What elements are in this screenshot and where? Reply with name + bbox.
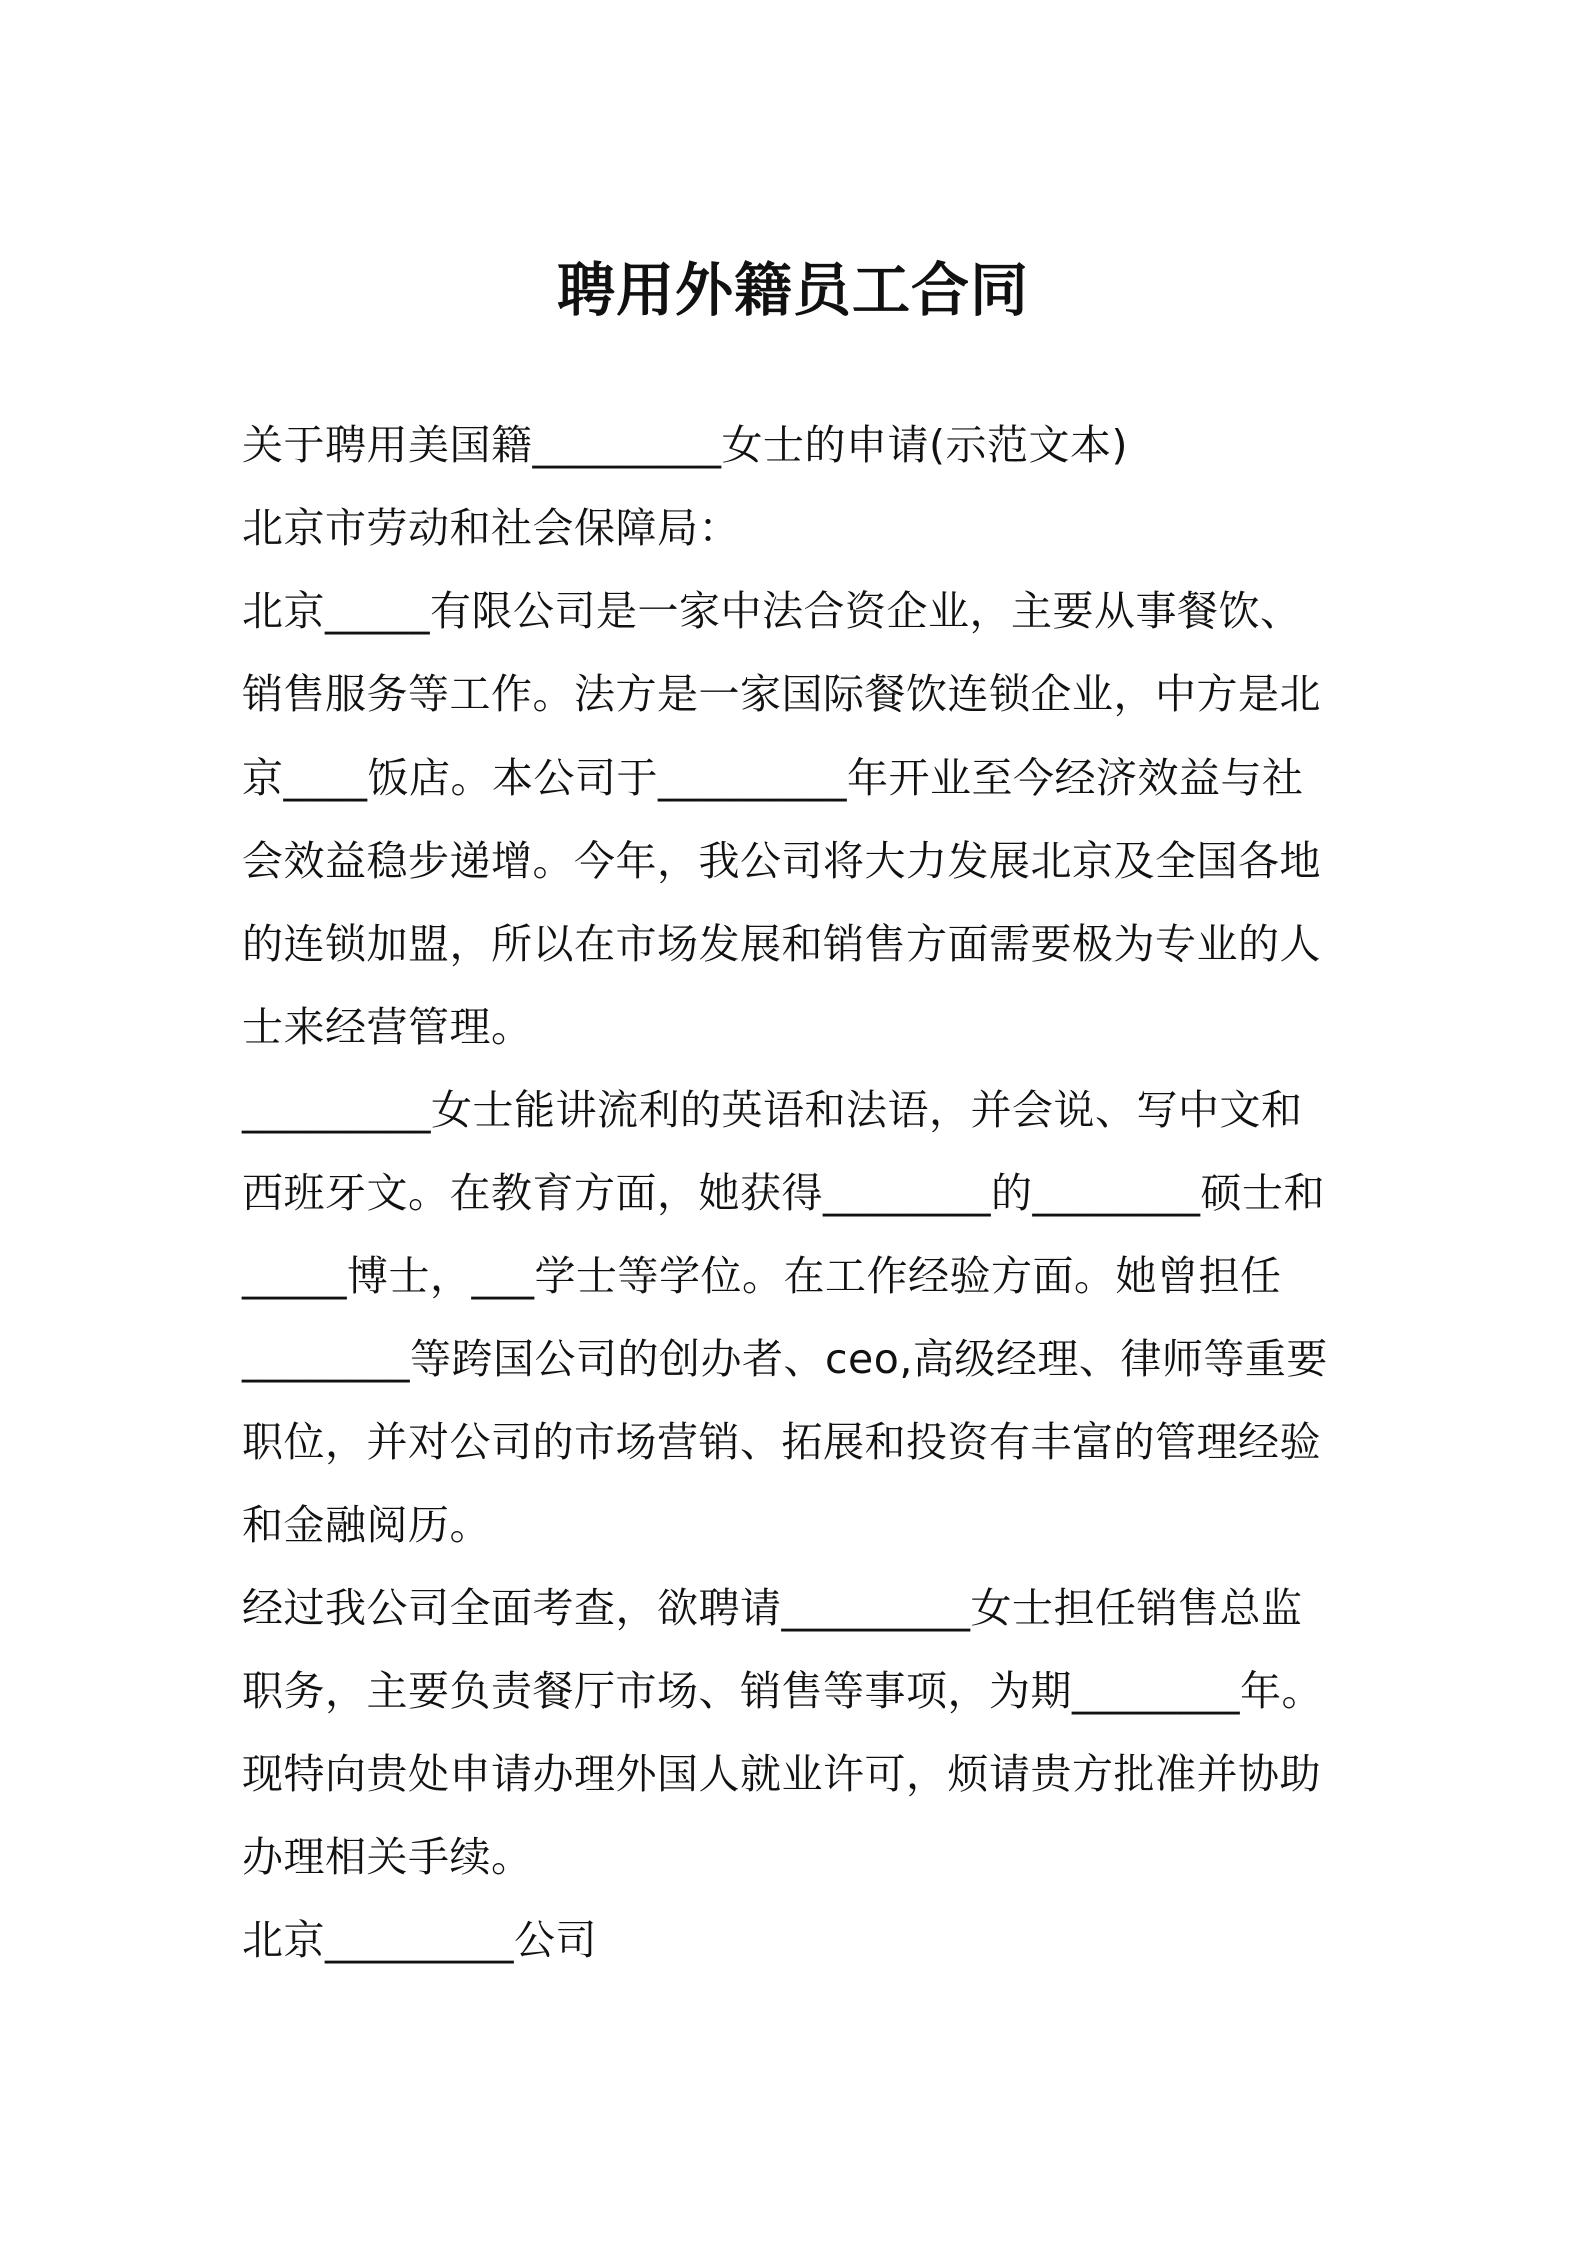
document-title: 聘用外籍员工合同 (556, 256, 1029, 324)
body-line: 会效益稳步递增。今年，我公司将大力发展北京及全国各地 (242, 837, 1321, 885)
addressee-line: 北京市劳动和社会保障局： (242, 504, 740, 552)
body-line: 销售服务等工作。法方是一家国际餐饮连锁企业，中方是北 (242, 670, 1321, 718)
body-line: 京____饭店。本公司于_________年开业至今经济效益与社 (242, 754, 1304, 802)
body-line: 和金融阅历。 (242, 1501, 491, 1549)
body-line: 北京_____有限公司是一家中法合资企业，主要从事餐饮、 (242, 587, 1302, 635)
body-line: 经过我公司全面考查，欲聘请_________女士担任销售总监 (242, 1584, 1303, 1632)
body-line: _____博士，___学士等学位。在工作经验方面。她曾担任 (242, 1252, 1282, 1300)
body-line: 现特向贵处申请办理外国人就业许可，烦请贵方批准并协助 (242, 1750, 1321, 1798)
body-line: 西班牙文。在教育方面，她获得________的________硕士和 (242, 1169, 1325, 1217)
body-line: _________女士能讲流利的英语和法语，并会说、写中文和 (242, 1086, 1303, 1134)
body-line: 办理相关手续。 (242, 1833, 533, 1881)
body-line: ________等跨国公司的创办者、ceo,高级经理、律师等重要 (242, 1335, 1328, 1383)
body-line: 的连锁加盟，所以在市场发展和销售方面需要极为专业的人 (242, 920, 1321, 968)
body-line: 职位，并对公司的市场营销、拓展和投资有丰富的管理经验 (242, 1418, 1321, 1466)
application-subject-line: 关于聘用美国籍_________女士的申请(示范文本) (242, 421, 1128, 469)
body-line: 职务，主要负责餐厅市场、销售等事项，为期________年。 (242, 1667, 1323, 1715)
body-line: 士来经营管理。 (242, 1003, 533, 1051)
signature-line: 北京_________公司 (242, 1916, 597, 1964)
